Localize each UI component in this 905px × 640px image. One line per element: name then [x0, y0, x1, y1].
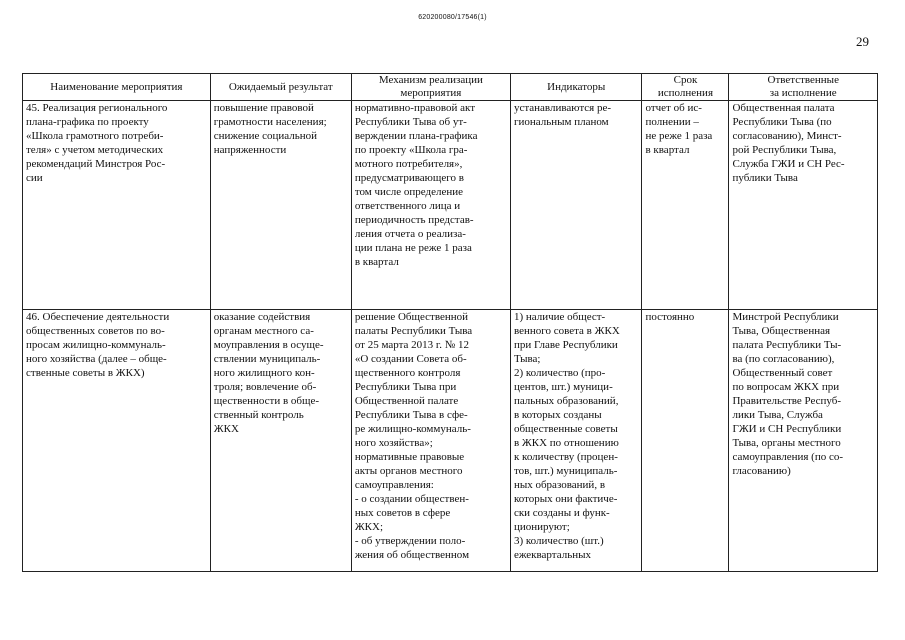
text-line: ственный контроль	[213, 409, 304, 421]
text-line: которых они фактиче-	[513, 493, 618, 505]
text-line: лики Тыва, Служба	[732, 409, 823, 421]
text-line: палаты Республики Тыва	[354, 325, 473, 337]
cell-indicators	[510, 101, 642, 310]
text-line: том числе определение	[354, 186, 464, 198]
text-line: верждении плана-графика	[354, 130, 478, 142]
text-line: Тыва, органы местного	[732, 437, 841, 449]
text-line: «О создании Совета об-	[354, 353, 467, 365]
text-line: от 25 марта 2013 г. № 12	[354, 339, 469, 351]
text-line: Ожидаемый результат	[228, 80, 333, 93]
text-line: Ответственные	[767, 74, 839, 86]
text-line: моуправления в осуще-	[213, 339, 324, 351]
cell-responsible	[729, 101, 878, 310]
cell-deadline	[642, 310, 729, 572]
text-line: Республики Тыва (по	[732, 116, 832, 128]
text-line: мотного потребителя»,	[354, 158, 463, 170]
text-line: ления отчета о реализа-	[354, 228, 466, 240]
text-line: центов, шт.) муници-	[513, 381, 613, 393]
text-line: снижение социальной	[213, 130, 318, 142]
header-activity-name	[23, 74, 211, 101]
text-line: Минстрой Республики	[732, 311, 839, 323]
text-line: самоуправления (по со-	[732, 451, 844, 463]
text-line: троля; вовлечение об-	[213, 381, 317, 393]
text-line: публики Тыва	[732, 172, 798, 184]
cell-expected-result	[210, 101, 351, 310]
text-line: исполнения	[657, 87, 714, 99]
text-line: ции плана не реже 1 раза	[354, 242, 472, 254]
header-deadline	[642, 74, 729, 101]
text-line: мероприятия	[400, 87, 462, 99]
text-line: согласованию), Минст-	[732, 130, 842, 142]
header-mechanism	[351, 74, 510, 101]
text-line: ва (по согласованию),	[732, 353, 835, 365]
text-line: пальных образований,	[513, 395, 619, 407]
text-line: 2) количество (про-	[513, 367, 606, 379]
text-line: в квартал	[645, 144, 690, 156]
text-line: тов, шт.) муниципаль-	[513, 465, 618, 477]
text-line: в ЖКХ по отношению	[513, 437, 619, 449]
text-line: Общественный совет	[732, 367, 833, 379]
page-number: 29	[856, 34, 869, 49]
text-line: палата Республики Ты-	[732, 339, 842, 351]
text-line: Индикаторы	[547, 80, 606, 93]
text-line: ЖКХ;	[354, 521, 384, 533]
text-line: грамотности населения;	[213, 116, 327, 128]
text-line: ответственного лица и	[354, 200, 461, 212]
text-line: щественного контроля	[354, 367, 461, 379]
text-line: теля» с учетом методических	[26, 144, 164, 156]
text-line: - о создании обществен-	[354, 493, 469, 505]
text-line: ствлении муниципаль-	[213, 353, 321, 365]
header-expected-result	[210, 74, 351, 101]
cell-expected-result	[210, 310, 351, 572]
text-line: ре жилищно-коммуналь-	[354, 423, 471, 435]
text-line: по вопросам ЖКХ при	[732, 381, 840, 393]
text-line: акты органов местного	[354, 465, 463, 477]
text-line: рой Республики Тыва,	[732, 144, 837, 156]
text-line: просам жилищно-коммуналь-	[26, 339, 166, 351]
text-line: полнении –	[645, 116, 699, 128]
text-line: по проекту «Школа гра-	[354, 144, 468, 156]
text-line: сии	[26, 172, 43, 184]
text-line: ного жилищного кон-	[213, 367, 315, 379]
table-header-row	[23, 74, 878, 101]
text-line: ГЖИ и СН Республики	[732, 423, 842, 435]
text-line: плана-графика по проекту	[26, 116, 149, 128]
text-line: Общественной палате	[354, 395, 459, 407]
text-line: ных образований, в	[513, 479, 606, 491]
text-line: ционируют;	[513, 521, 570, 533]
text-line: Тыва;	[513, 353, 541, 365]
cell-indicators	[510, 310, 642, 572]
text-line: нормативные правовые	[354, 451, 465, 463]
text-line: общественные советы	[513, 423, 618, 435]
text-line: ежеквартальных	[513, 549, 591, 561]
cell-deadline	[642, 101, 729, 310]
text-line: жения об общественном	[354, 549, 470, 561]
cell-mechanism	[351, 101, 510, 310]
document-id: 620200080/17546(1)	[418, 14, 487, 21]
table-row	[23, 310, 878, 572]
text-line: отчет об ис-	[645, 102, 702, 114]
text-line: органам местного са-	[213, 325, 314, 337]
table-row	[23, 101, 878, 310]
text-line: Республики Тыва в сфе-	[354, 409, 468, 421]
cell-activity-name	[23, 101, 211, 310]
text-line: оказание содействия	[213, 311, 311, 323]
cell-mechanism	[351, 310, 510, 572]
text-line: в которых созданы	[513, 409, 602, 421]
text-line: - об утверждении поло-	[354, 535, 466, 547]
text-line: за исполнение	[769, 87, 837, 99]
text-line: 3) количество (шт.)	[513, 535, 604, 547]
text-line: Республики Тыва при	[354, 381, 457, 393]
text-line: ственные советы в ЖКХ)	[26, 367, 145, 379]
text-line: ных советов в сфере	[354, 507, 451, 519]
text-line: периодичность представ-	[354, 214, 474, 226]
text-line: щественности в обще-	[213, 395, 320, 407]
text-line: «Школа грамотного потреби-	[26, 130, 164, 142]
text-line: к количеству (процен-	[513, 451, 618, 463]
text-line: при Главе Республики	[513, 339, 618, 351]
text-line: 46. Обеспечение деятельности	[26, 311, 170, 323]
text-line: Срок	[673, 74, 698, 86]
text-line: напряженности	[213, 144, 287, 156]
text-line: Служба ГЖИ и СН Рес-	[732, 158, 845, 170]
text-line: устанавливаются ре-	[513, 102, 612, 114]
text-line: в квартал	[354, 256, 399, 268]
text-line: Правительстве Респуб-	[732, 395, 842, 407]
text-line: рекомендаций Минстроя Рос-	[26, 158, 166, 170]
text-line: повышение правовой	[213, 102, 314, 114]
text-line: Наименование мероприятия	[50, 80, 183, 93]
text-line: Тыва, Общественная	[732, 325, 831, 337]
cell-activity-name	[23, 310, 211, 572]
text-line: ЖКХ	[213, 423, 239, 435]
text-line: не реже 1 раза	[645, 130, 713, 142]
text-line: нормативно-правовой акт	[354, 102, 476, 114]
text-line: предусматривающего в	[354, 172, 464, 184]
cell-responsible	[729, 310, 878, 572]
text-line: ного хозяйства»;	[354, 437, 433, 449]
text-line: Республики Тыва об ут-	[354, 116, 467, 128]
text-line: венного совета в ЖКХ	[513, 325, 620, 337]
text-line: 1) наличие общест-	[513, 311, 606, 323]
header-indicators	[510, 74, 642, 101]
text-line: ски созданы и функ-	[513, 507, 610, 519]
text-line: самоуправления:	[354, 479, 434, 491]
text-line: Механизм реализации	[378, 74, 483, 86]
text-line: решение Общественной	[354, 311, 468, 323]
text-line: общественных советов по во-	[26, 325, 165, 337]
text-line: 45. Реализация регионального	[26, 102, 168, 114]
text-line: ного хозяйства (далее – обще-	[26, 353, 167, 365]
text-line: гласованию)	[732, 465, 791, 477]
text-line: гиональным планом	[513, 116, 609, 128]
activities-table	[22, 73, 878, 572]
text-line: Общественная палата	[732, 102, 835, 114]
header-responsible	[729, 74, 878, 101]
text-line: постоянно	[645, 311, 695, 323]
